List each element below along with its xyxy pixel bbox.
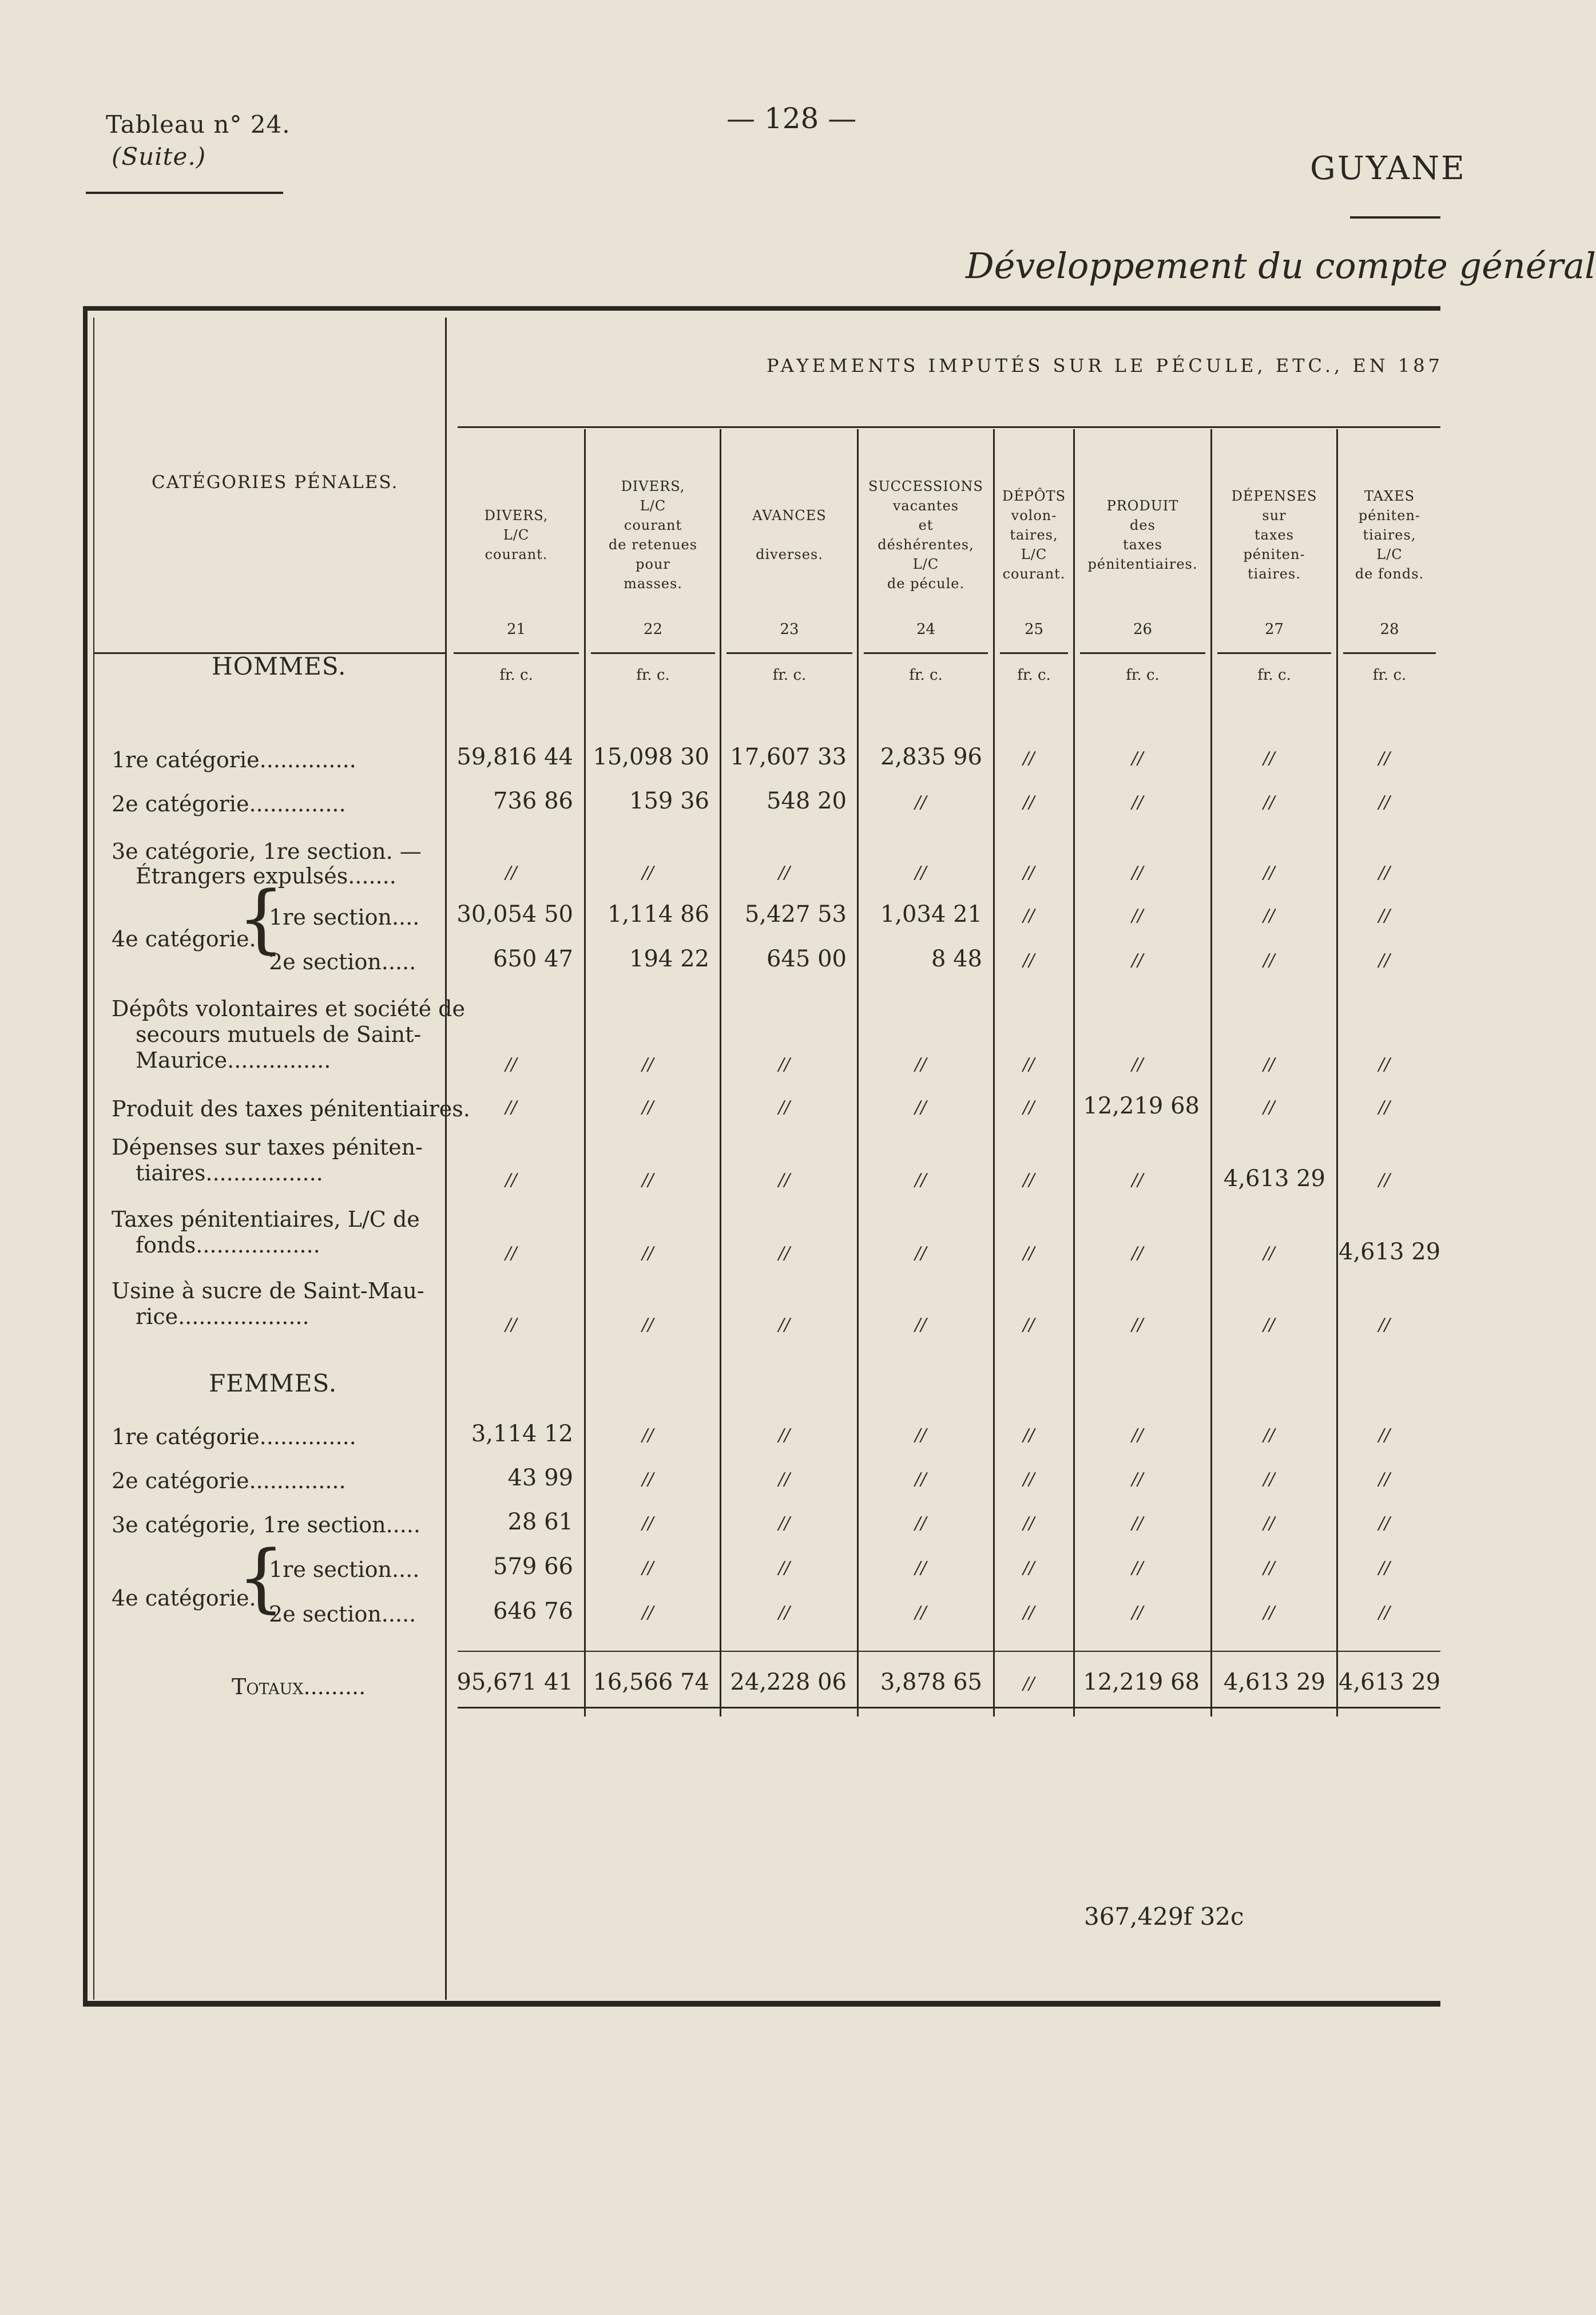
table-cell: //: [1132, 792, 1144, 812]
table-cell: //: [505, 1243, 517, 1263]
column-unit: fr. c.: [772, 667, 807, 684]
table-cell: //: [1378, 1315, 1391, 1335]
table-cell: //: [1378, 1558, 1391, 1578]
column-divider: [993, 429, 995, 1717]
column-head-text: DIVERS, L/C courant.: [484, 508, 549, 562]
table-cell: //: [1023, 1315, 1035, 1335]
table-cell: //: [1132, 906, 1144, 926]
table-cell: 5,427 53: [744, 901, 847, 927]
row-label: 1re catégorie..............: [112, 1424, 356, 1449]
table-cell: //: [915, 1425, 927, 1445]
table-cell: 736 86: [493, 788, 573, 814]
table-cell: //: [1263, 1243, 1275, 1263]
column-number: 27: [1264, 621, 1284, 638]
colony-title: GUYANE: [1310, 150, 1466, 187]
table-cell: //: [1263, 906, 1275, 926]
table-cell: //: [642, 1558, 654, 1578]
row-label: Maurice...............: [136, 1048, 331, 1073]
table-cell: //: [642, 1425, 654, 1445]
table-cell: 650 47: [493, 946, 573, 972]
table-cell: 12,219 68: [1083, 1093, 1200, 1119]
row-label: Étrangers expulsés.......: [136, 863, 396, 889]
table-cell: //: [1378, 950, 1391, 970]
table-cell: //: [642, 1469, 654, 1489]
page-number: — 128 —: [726, 102, 857, 135]
table-cell: //: [1263, 1469, 1275, 1489]
table-cell: 548 20: [767, 788, 847, 814]
table-cell: //: [915, 1055, 927, 1075]
table-cell: 194 22: [629, 946, 709, 972]
table-cell: //: [1132, 1055, 1144, 1075]
table-cell: //: [642, 863, 654, 883]
row-label: 2e section.....: [269, 1602, 416, 1627]
column-number: 25: [1024, 621, 1044, 638]
table-cell: //: [1263, 863, 1275, 883]
row-label: 2e section.....: [269, 949, 416, 974]
table-cell: //: [505, 1055, 517, 1075]
table-cell: //: [1132, 1315, 1144, 1335]
row-label: Produit des taxes pénitentiaires.: [112, 1096, 470, 1121]
totals-cell: 12,219 68: [1083, 1669, 1200, 1695]
table-cell: 4,613 29: [1223, 1166, 1325, 1192]
table-cell: //: [1023, 1513, 1035, 1533]
column-head-21: [449, 455, 583, 615]
row-label: secours mutuels de Saint-: [136, 1022, 422, 1047]
table-cell: 1,034 21: [880, 901, 982, 927]
table-cell: //: [1023, 863, 1035, 883]
brace-hommes: {: [237, 875, 285, 962]
column-head-26: [1075, 455, 1210, 615]
brace-femmes: {: [237, 1534, 285, 1621]
row-label: 3e catégorie, 1re section.....: [112, 1512, 420, 1537]
table-cell: //: [1378, 1170, 1391, 1190]
column-unit: fr. c.: [499, 667, 533, 684]
table-cell: //: [505, 1170, 517, 1190]
column-number: 23: [780, 621, 799, 638]
column-head-rule: [1343, 652, 1436, 654]
heading-rule: [458, 426, 1440, 428]
table-cell: //: [642, 1315, 654, 1335]
page-subtitle: Développement du compte général: [966, 245, 1596, 287]
table-number: [106, 109, 291, 173]
column-head-rule: [1217, 652, 1331, 654]
table-cell: //: [778, 1055, 791, 1075]
table-bottom-border: [83, 2001, 1440, 2007]
table-left-border: [83, 306, 88, 2007]
column-unit: fr. c.: [1126, 667, 1160, 684]
totals-bottom-rule: [458, 1707, 1440, 1708]
table-left-inner-border: [93, 318, 94, 2000]
row-label: 3e catégorie, 1re section. —: [112, 839, 422, 864]
table-cell: //: [1378, 748, 1391, 768]
column-head-rule: [1000, 652, 1068, 654]
table-cell: //: [1132, 748, 1144, 768]
table-cell: //: [1023, 792, 1035, 812]
table-cell: 2,835 96: [880, 744, 982, 770]
column-unit: fr. c.: [636, 667, 670, 684]
table-cell: //: [505, 1315, 517, 1335]
table-cell: 3,114 12: [471, 1421, 573, 1447]
totals-cell: 16,566 74: [593, 1669, 709, 1695]
row-label: 1re section....: [269, 1557, 420, 1582]
column-divider: [720, 429, 721, 1717]
table-cell: 646 76: [493, 1598, 573, 1624]
table-suite-label: (Suite.): [112, 142, 207, 171]
table-cell: //: [1263, 792, 1275, 812]
column-head-text: DÉPÔTS volon- taires, L/C courant.: [1002, 488, 1066, 582]
column-number: 21: [506, 621, 526, 638]
table-cell: //: [642, 1603, 654, 1623]
table-cell: //: [778, 863, 791, 883]
table-cell: //: [1378, 1097, 1391, 1117]
grand-total: 367,429f 32c: [1084, 1902, 1244, 1931]
table-cell: //: [642, 1513, 654, 1533]
column-head-rule: [591, 652, 715, 654]
row-label: Usine à sucre de Saint-Mau-: [112, 1278, 424, 1303]
table-cell: //: [1023, 950, 1035, 970]
column-number: 26: [1133, 621, 1153, 638]
column-head-rule: [1080, 652, 1205, 654]
table-cell: //: [642, 1055, 654, 1075]
table-cell: //: [1023, 1603, 1035, 1623]
table-cell: //: [778, 1315, 791, 1335]
column-head-text: DIVERS, L/C courant de retenues pour masses.: [608, 478, 698, 592]
table-cell: 645 00: [767, 946, 847, 972]
column-divider: [1336, 429, 1338, 1717]
table-cell: //: [915, 792, 927, 812]
table-cell: 28 61: [507, 1509, 573, 1535]
table-cell: 1,114 86: [607, 901, 709, 927]
row-label: 1re catégorie..............: [112, 747, 356, 772]
table-cell: //: [1263, 950, 1275, 970]
column-number: 28: [1380, 621, 1399, 638]
table-cell: //: [778, 1425, 791, 1445]
table-cell: //: [1132, 1558, 1144, 1578]
column-head-23: [722, 455, 857, 615]
table-cell: //: [1132, 1170, 1144, 1190]
column-unit: fr. c.: [1372, 667, 1407, 684]
table-cell: //: [778, 1513, 791, 1533]
totals-cell: 3,878 65: [880, 1669, 982, 1695]
table-cell: //: [1378, 863, 1391, 883]
column-divider: [584, 429, 586, 1717]
table-cell: //: [1378, 1513, 1391, 1533]
table-cell: //: [642, 1243, 654, 1263]
column-unit: fr. c.: [909, 667, 943, 684]
table-cell: //: [1132, 1469, 1144, 1489]
table-top-border: [83, 306, 1440, 311]
table-cell: //: [1023, 1425, 1035, 1445]
row-label: 1re section....: [269, 905, 420, 930]
totals-label: Totaux.........: [232, 1674, 366, 1699]
table-cell: //: [1263, 1315, 1275, 1335]
table-cell: //: [1378, 1055, 1391, 1075]
totals-cell: 4,613 29: [1223, 1669, 1325, 1695]
table-cell: //: [1263, 1558, 1275, 1578]
table-cell: //: [1378, 906, 1391, 926]
row-label: tiaires.................: [136, 1160, 323, 1186]
column-head-text: TAXES péniten- tiaires, L/C de fonds.: [1355, 488, 1424, 582]
table-cell: //: [915, 1170, 927, 1190]
table-cell: 17,607 33: [730, 744, 847, 770]
row-label: rice...................: [136, 1304, 309, 1329]
table-cell: //: [915, 1097, 927, 1117]
table-cell: //: [1263, 1513, 1275, 1533]
table-cell: //: [915, 1469, 927, 1489]
table-cell: //: [778, 1243, 791, 1263]
row-label: Dépôts volontaires et société de: [112, 996, 465, 1021]
table-cell: //: [505, 1097, 517, 1117]
table-cell: //: [1378, 1469, 1391, 1489]
column-head-rule: [726, 652, 852, 654]
table-cell: //: [1132, 1243, 1144, 1263]
stub-divider: [445, 318, 447, 2000]
table-cell: //: [1023, 1558, 1035, 1578]
table-cell: //: [1132, 863, 1144, 883]
table-cell: //: [915, 1558, 927, 1578]
table-cell: //: [505, 863, 517, 883]
table-cell: 30,054 50: [456, 901, 573, 927]
table-cell: //: [915, 1243, 927, 1263]
row-label: 2e catégorie..............: [112, 791, 346, 816]
totals-top-rule: [458, 1651, 1440, 1652]
colony-underline: [1350, 216, 1440, 219]
table-cell: 59,816 44: [456, 744, 573, 770]
row-label: 2e catégorie..............: [112, 1468, 346, 1493]
row-label: Dépenses sur taxes péniten-: [112, 1135, 423, 1160]
table-cell: //: [915, 1603, 927, 1623]
table-cell: 15,098 30: [593, 744, 709, 770]
table-cell: //: [1023, 748, 1035, 768]
section-hommes: HOMMES.: [212, 652, 347, 680]
column-unit: fr. c.: [1257, 667, 1291, 684]
table-cell: //: [778, 1558, 791, 1578]
table-cell: //: [1023, 906, 1035, 926]
table-cell: //: [1023, 1055, 1035, 1075]
column-head-text: DÉPENSES sur taxes péniten- tiaires.: [1231, 488, 1317, 582]
cat4-label-hommes: 4e catégorie.: [112, 926, 256, 952]
table-cell: //: [915, 863, 927, 883]
section-femmes: FEMMES.: [209, 1369, 338, 1397]
row-label: Taxes pénitentiaires, L/C de: [112, 1207, 420, 1232]
column-head-text: SUCCESSIONS vacantes et déshérentes, L/C de pécule.: [868, 478, 983, 592]
totals-cell: //: [1023, 1674, 1035, 1694]
cat4-label-femmes: 4e catégorie.: [112, 1585, 256, 1611]
table-cell: //: [1378, 1425, 1391, 1445]
table-cell: //: [1378, 1603, 1391, 1623]
table-cell: //: [1263, 1055, 1275, 1075]
column-head-28: [1339, 455, 1440, 615]
column-divider: [1210, 429, 1212, 1717]
table-cell: //: [1263, 1097, 1275, 1117]
column-number: 22: [643, 621, 663, 638]
column-head-22: [586, 455, 720, 615]
table-cell: //: [1263, 748, 1275, 768]
table-cell: 579 66: [493, 1553, 573, 1580]
table-cell: 43 99: [507, 1465, 573, 1491]
column-unit: fr. c.: [1017, 667, 1051, 684]
table-cell: //: [1023, 1097, 1035, 1117]
table-cell: //: [778, 1097, 791, 1117]
table-cell: //: [1263, 1425, 1275, 1445]
column-head-rule: [454, 652, 579, 654]
column-head-text: PRODUIT des taxes pénitentiaires.: [1087, 498, 1198, 572]
table-cell: //: [642, 1170, 654, 1190]
table-cell: //: [915, 1315, 927, 1335]
table-cell: //: [915, 1513, 927, 1533]
column-number: 24: [916, 621, 936, 638]
table-cell: 159 36: [629, 788, 709, 814]
row-label: fonds..................: [136, 1232, 320, 1258]
header-underline: [86, 192, 283, 194]
table-cell: //: [1132, 1513, 1144, 1533]
column-divider: [1073, 429, 1075, 1717]
table-cell: 8 48: [931, 946, 982, 972]
table-cell: //: [1263, 1603, 1275, 1623]
column-head-27: [1213, 455, 1336, 615]
table-cell: //: [1023, 1469, 1035, 1489]
table-cell: //: [1023, 1170, 1035, 1190]
payments-heading: PAYEMENTS IMPUTÉS SUR LE PÉCULE, ETC., EN 187: [767, 355, 1443, 376]
table-number-label: Tableau n° 24.: [106, 110, 291, 138]
table-cell: //: [1132, 950, 1144, 970]
stub-heading: CATÉGORIES PÉNALES.: [152, 472, 399, 493]
table-cell: //: [1132, 1603, 1144, 1623]
table-cell: //: [1378, 792, 1391, 812]
column-head-24: [859, 455, 992, 615]
table-cell: //: [778, 1170, 791, 1190]
column-divider: [857, 429, 859, 1717]
column-head-text: AVANCES diverses.: [752, 508, 827, 562]
totals-cell: 95,671 41: [456, 1669, 573, 1695]
table-cell: //: [778, 1469, 791, 1489]
column-head-25: [995, 455, 1073, 615]
totals-cell: 4,613 29: [1339, 1669, 1441, 1695]
table-cell: //: [642, 1097, 654, 1117]
table-cell: //: [778, 1603, 791, 1623]
table-cell: //: [1132, 1425, 1144, 1445]
totals-cell: 24,228 06: [730, 1669, 847, 1695]
table-cell: 4,613 29: [1339, 1239, 1441, 1265]
table-cell: //: [1023, 1243, 1035, 1263]
column-head-rule: [864, 652, 988, 654]
